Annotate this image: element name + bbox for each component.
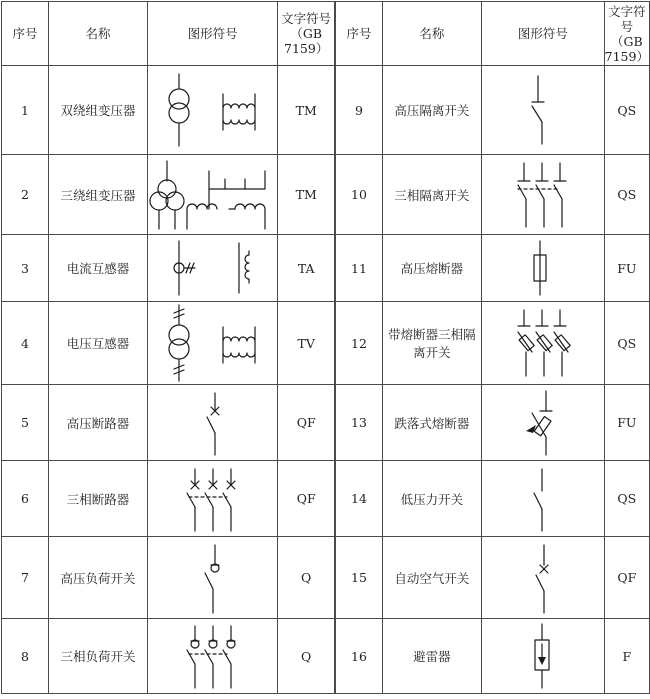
seq-cell: 2 bbox=[2, 155, 49, 235]
header-seq: 序号 bbox=[2, 2, 49, 66]
header-code-line2: （GB bbox=[290, 26, 323, 41]
code-cell: QF bbox=[278, 385, 336, 461]
two-winding-transformer-icon bbox=[153, 70, 273, 150]
symbol-cell bbox=[148, 155, 278, 235]
drop-out-fuse-icon bbox=[488, 387, 598, 459]
name-cell: 三相断路器 bbox=[48, 461, 147, 537]
lv-switch-icon bbox=[488, 463, 598, 535]
code-cell: QS bbox=[604, 155, 649, 235]
header-code-line3: 7159） bbox=[284, 41, 329, 56]
name-cell: 电流互感器 bbox=[48, 235, 147, 302]
header-code-line3-2: 7159） bbox=[604, 48, 649, 64]
seq-cell: 14 bbox=[335, 461, 382, 537]
name-cell: 自动空气开关 bbox=[382, 537, 481, 619]
header-code-2 bbox=[604, 2, 649, 66]
symbol-cell bbox=[482, 155, 605, 235]
name-cell: 三相负荷开关 bbox=[48, 619, 147, 694]
seq-cell: 7 bbox=[2, 537, 49, 619]
name-cell: 低压力开关 bbox=[382, 461, 481, 537]
name-cell: 高压隔离开关 bbox=[382, 66, 481, 155]
code-cell: TA bbox=[278, 235, 336, 302]
header-code-line2-2: （GB bbox=[610, 33, 643, 49]
header-symbol-2: 图形符号 bbox=[482, 2, 605, 66]
header-name: 名称 bbox=[48, 2, 147, 66]
current-transformer-icon bbox=[153, 237, 273, 299]
table-row bbox=[2, 461, 650, 537]
name-cell: 避雷器 bbox=[382, 619, 481, 694]
name-cell: 电压互感器 bbox=[48, 302, 147, 385]
symbol-cell bbox=[482, 385, 605, 461]
table-row bbox=[2, 537, 650, 619]
code-cell: Q bbox=[278, 537, 336, 619]
symbol-cell bbox=[482, 302, 605, 385]
name-cell: 带熔断器三相隔离开关 bbox=[382, 302, 481, 385]
three-phase-load-switch-icon bbox=[153, 620, 273, 692]
name-cell: 双绕组变压器 bbox=[48, 66, 147, 155]
name-cell: 高压负荷开关 bbox=[48, 537, 147, 619]
code-cell: Q bbox=[278, 619, 336, 694]
code-cell: QS bbox=[604, 461, 649, 537]
code-cell: TV bbox=[278, 302, 336, 385]
three-phase-disconnector-icon bbox=[488, 157, 598, 233]
header-seq-2: 序号 bbox=[335, 2, 382, 66]
header-code bbox=[278, 2, 336, 66]
voltage-transformer-icon bbox=[153, 303, 273, 383]
symbol-cell bbox=[482, 619, 605, 694]
header-row bbox=[2, 2, 650, 66]
three-phase-breaker-icon bbox=[153, 463, 273, 535]
hv-circuit-breaker-icon bbox=[153, 387, 273, 459]
seq-cell: 16 bbox=[335, 619, 382, 694]
fused-three-phase-disconnector-icon bbox=[488, 304, 598, 382]
seq-cell: 13 bbox=[335, 385, 382, 461]
table-row bbox=[2, 385, 650, 461]
header-code-line1: 文字符号 bbox=[281, 11, 332, 26]
name-cell: 三绕组变压器 bbox=[48, 155, 147, 235]
code-cell: QF bbox=[604, 537, 649, 619]
header-symbol: 图形符号 bbox=[148, 2, 278, 66]
header-name-2: 名称 bbox=[382, 2, 481, 66]
symbol-cell bbox=[148, 461, 278, 537]
code-cell: QS bbox=[604, 302, 649, 385]
code-cell: F bbox=[604, 619, 649, 694]
seq-cell: 5 bbox=[2, 385, 49, 461]
table-row bbox=[2, 619, 650, 694]
seq-cell: 4 bbox=[2, 302, 49, 385]
symbol-cell bbox=[482, 66, 605, 155]
seq-cell: 1 bbox=[2, 66, 49, 155]
symbol-table bbox=[1, 1, 650, 694]
code-cell: TM bbox=[278, 66, 336, 155]
seq-cell: 8 bbox=[2, 619, 49, 694]
three-winding-transformer-icon bbox=[149, 157, 277, 233]
symbol-cell bbox=[148, 66, 278, 155]
table-row bbox=[2, 235, 650, 302]
seq-cell: 6 bbox=[2, 461, 49, 537]
code-cell: QS bbox=[604, 66, 649, 155]
air-circuit-breaker-icon bbox=[488, 539, 598, 617]
seq-cell: 3 bbox=[2, 235, 49, 302]
symbol-cell bbox=[148, 302, 278, 385]
symbol-cell bbox=[482, 537, 605, 619]
surge-arrester-icon bbox=[488, 620, 598, 692]
name-cell: 三相隔离开关 bbox=[382, 155, 481, 235]
seq-cell: 10 bbox=[335, 155, 382, 235]
seq-cell: 12 bbox=[335, 302, 382, 385]
hv-disconnector-icon bbox=[488, 70, 598, 150]
code-cell: FU bbox=[604, 385, 649, 461]
hv-load-switch-icon bbox=[153, 539, 273, 617]
hv-fuse-icon bbox=[488, 237, 598, 299]
code-cell: FU bbox=[604, 235, 649, 302]
code-cell: TM bbox=[278, 155, 336, 235]
table-row bbox=[2, 66, 650, 155]
symbol-cell bbox=[482, 461, 605, 537]
table-row bbox=[2, 302, 650, 385]
seq-cell: 9 bbox=[335, 66, 382, 155]
seq-cell: 11 bbox=[335, 235, 382, 302]
symbol-cell bbox=[148, 619, 278, 694]
name-cell: 高压断路器 bbox=[48, 385, 147, 461]
seq-cell: 15 bbox=[335, 537, 382, 619]
name-cell: 跌落式熔断器 bbox=[382, 385, 481, 461]
symbol-cell bbox=[148, 235, 278, 302]
symbol-cell bbox=[148, 385, 278, 461]
table-row bbox=[2, 155, 650, 235]
header-code-line1-2: 文字符号 bbox=[608, 3, 646, 34]
symbol-cell bbox=[482, 235, 605, 302]
code-cell: QF bbox=[278, 461, 336, 537]
name-cell: 高压熔断器 bbox=[382, 235, 481, 302]
symbol-cell bbox=[148, 537, 278, 619]
